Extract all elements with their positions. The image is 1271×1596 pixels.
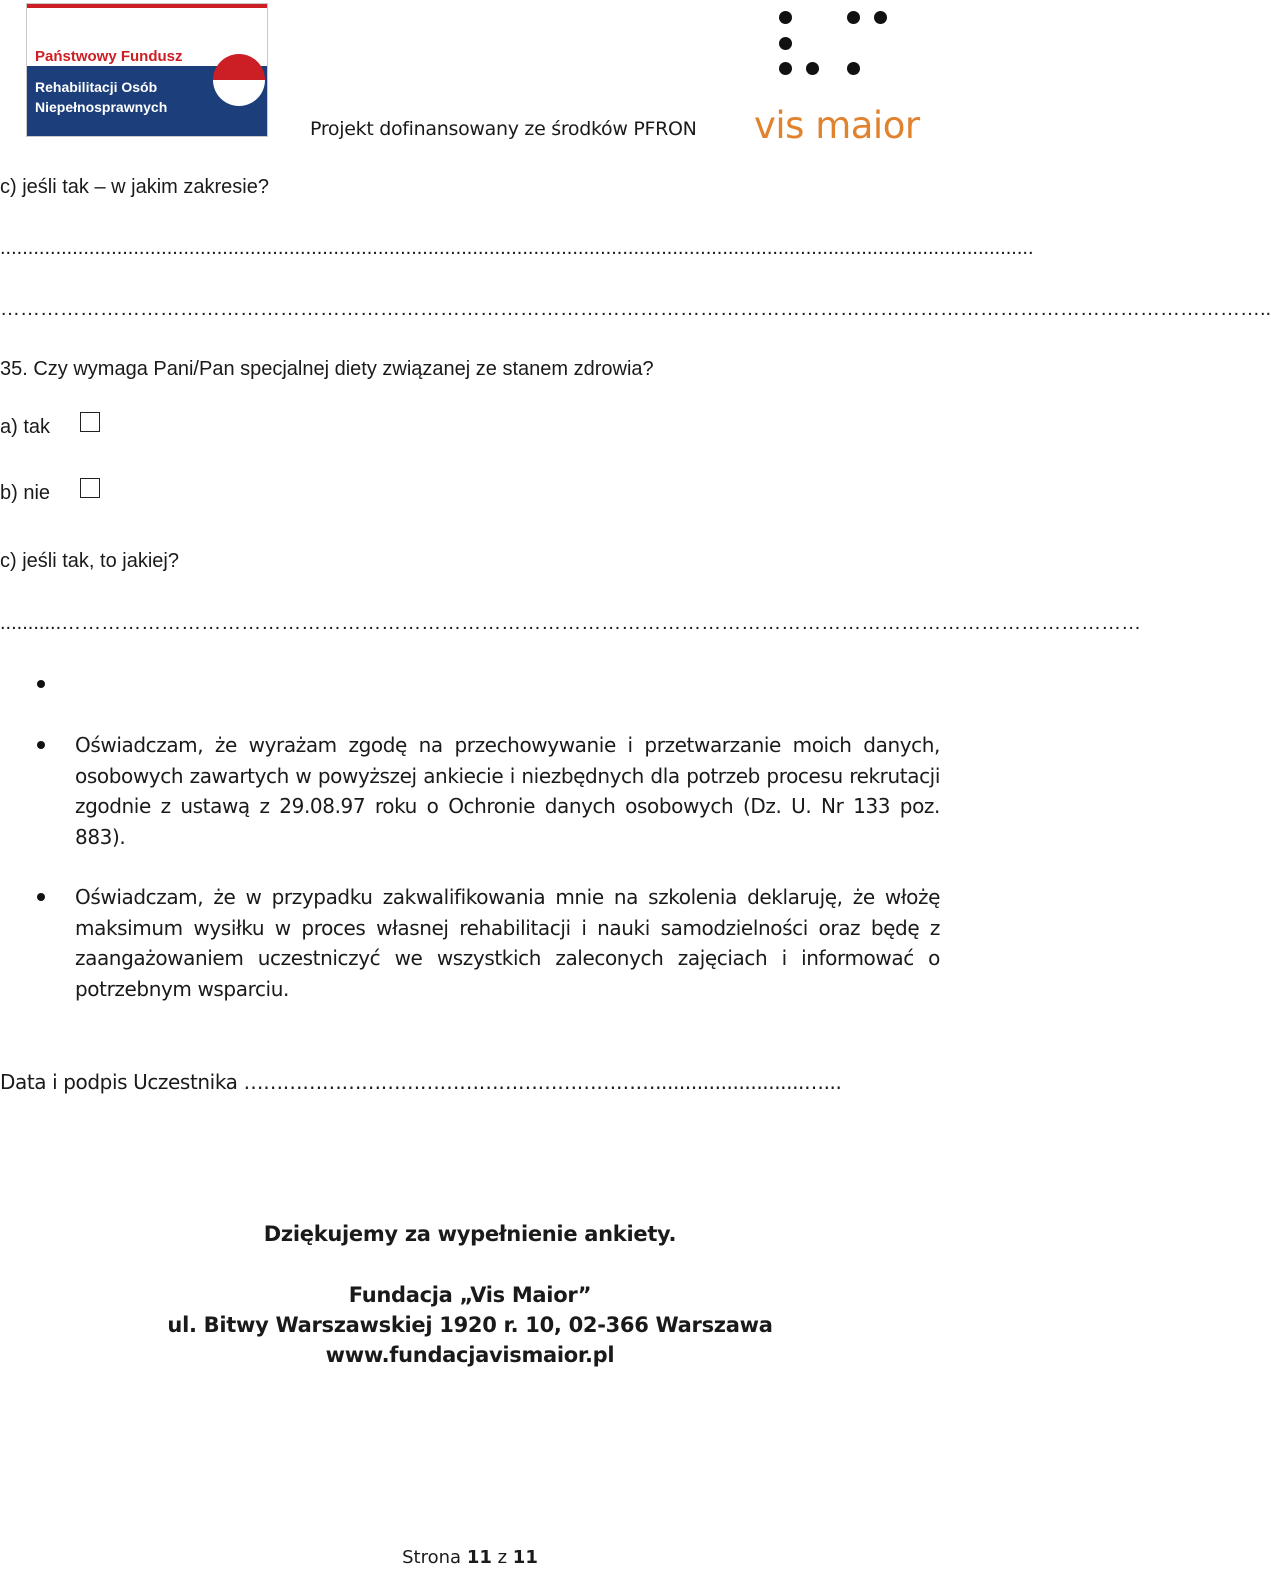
pfron-logo-line3: Niepełnosprawnych [35,99,168,115]
thanks-message: Dziękujemy za wypełnienie ankiety. [263,1222,677,1246]
total-pages-number: 11 [512,1547,538,1568]
page-prefix: Strona [402,1547,462,1568]
pfron-logo-emblem-icon [213,54,265,106]
pfron-logo-line1: Państwowy Fundusz [35,48,183,65]
declaration-data-consent: Oświadczam, że wyrażam zgodę na przechowywanie i przetwarzanie moich danych, osobowych zawartych w powyższej ankiecie i niezbędnych dla potrzeb procesu rekrutacji zgodnie z ustawą z 29.08.97 roku o Ochronie danych osobowych (Dz. U. Nr 133 poz. 883). [75,733,940,849]
pfron-logo [26,3,268,137]
logo-dot-icon [779,11,792,24]
logo-dot-icon [847,11,860,24]
bullet-icon [37,741,45,749]
logo-dot-icon [847,62,860,75]
q34c-label: c) jeśli tak – w jakim zakresie? [0,176,269,198]
signature-line[interactable]: ……………………………………………………….........................…... [243,1070,842,1094]
page-separator: z [497,1547,508,1568]
logo-dot-icon [874,11,887,24]
q35-option-b-checkbox[interactable] [80,478,100,498]
pfron-logo-red-bar [27,4,267,8]
current-page-number: 11 [466,1547,492,1568]
logo-dot-icon [779,62,792,75]
q35-option-a-checkbox[interactable] [80,412,100,432]
q35-option-b-label: b) nie [0,482,51,504]
logo-dot-icon [779,37,792,50]
signature-label: Data i podpis Uczestnika [0,1070,238,1094]
vis-maior-logo [752,8,922,147]
organization-website[interactable]: www.fundacjavismaior.pl [325,1343,615,1367]
q35-answer-line[interactable]: ...........……………………………………………………………………………………………………………………………………………… [0,612,1142,634]
bullet-icon [37,893,45,901]
signature-row [0,1070,841,1094]
q34c-answer-line-1[interactable]: .......................................................................................................................................................................................... [0,237,1034,259]
project-funding-note: Projekt dofinansowany ze środków PFRON [310,118,697,140]
q34c-answer-line-2[interactable]: ……………………………………………………………………………………………………………………………………………………………………….. [0,298,1271,320]
declaration-commitment: Oświadczam, że w przypadku zakwalifikowania mnie na szkolenia deklaruję, że włożę maksimum wysiłku w proces własnej rehabilitacji i nauki samodzielności oraz będę z zaangażowaniem uczestniczyć we wszystkich zaleconych zajęciach i informować o potrzebnym wsparciu. [75,885,940,1001]
q35-title: 35. Czy wymaga Pani/Pan specjalnej diety związanej ze stanem zdrowia? [0,358,654,380]
empty-bullet-icon [37,680,45,688]
q35-option-a-label: a) tak [0,416,51,438]
logo-dot-icon [806,62,819,75]
page-footer [0,1547,940,1568]
q35-option-c-label: c) jeśli tak, to jakiej? [0,550,179,572]
pfron-logo-line2: Rehabilitacji Osób [35,79,158,95]
organization-address: ul. Bitwy Warszawskiej 1920 r. 10, 02-366 Warszawa [167,1313,773,1337]
vis-maior-logo-text: vis maior [754,104,920,147]
organization-name: Fundacja „Vis Maior” [348,1283,592,1307]
